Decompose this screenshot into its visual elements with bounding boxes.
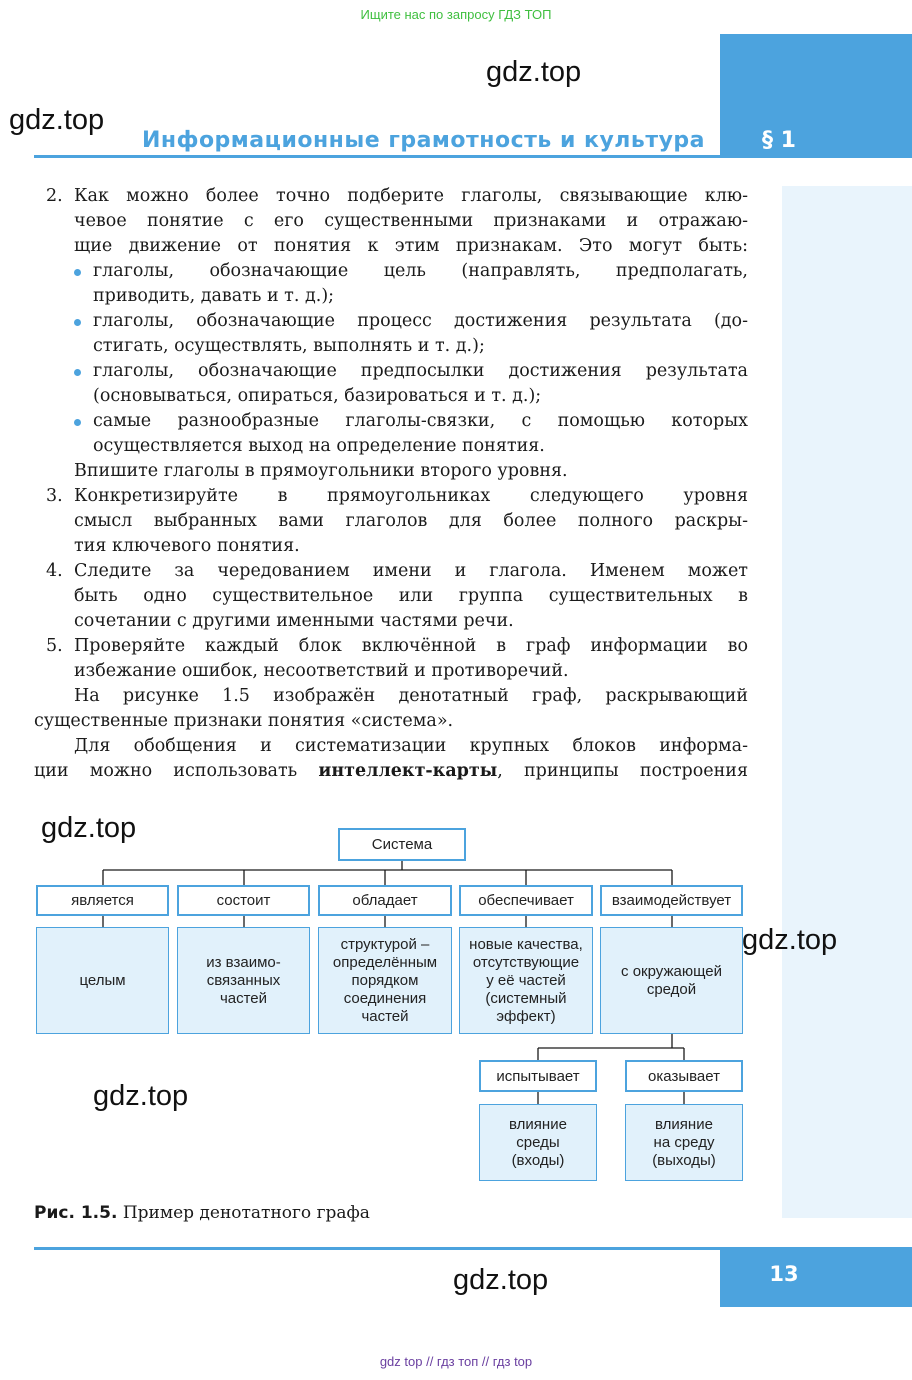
node-text-line: частей [219, 989, 268, 1007]
text-line-content: Проверяйте каждый блок включённой в граф информации во [74, 636, 748, 656]
text-line-content: чевое понятие с его существенными признаками и отражаю- [74, 211, 748, 231]
text-line [34, 184, 748, 209]
text-line [34, 234, 748, 259]
text-line [34, 634, 748, 659]
text-line-content: Для обобщения и систематизации крупных блоков информа- [74, 736, 748, 756]
text-line-content: смысл выбранных вами глаголов для более полного раскры- [74, 511, 748, 531]
watermark: gdz.top [742, 924, 838, 956]
node-text-line: порядком [351, 971, 419, 989]
bullet-icon [74, 319, 81, 326]
text-line-content [34, 759, 748, 784]
text-line [34, 309, 748, 334]
item-number: 5. [46, 636, 63, 656]
text-line-content: тия ключевого понятия. [74, 536, 300, 556]
section-number: § 1 [762, 128, 796, 153]
text-line [34, 434, 748, 459]
node-text-line: отсутствующие [472, 953, 580, 971]
graph-subverb-node: испытывает [479, 1060, 597, 1092]
graph-value-node [318, 927, 452, 1034]
text-line-content: глаголы, обозначающие цель (направлять, предполагать, [93, 261, 748, 281]
node-text-line: среды [516, 1133, 560, 1151]
text-line [34, 484, 748, 509]
node-text-line: (системный [485, 989, 567, 1007]
text-line [34, 459, 748, 484]
text-line [34, 684, 748, 709]
node-text-line: влияние [655, 1115, 713, 1133]
text-line [34, 709, 748, 734]
text-line-content: глаголы, обозначающие предпосылки достижения результата [93, 361, 748, 381]
text-line-content: Впишите глаголы в прямоугольники второго уровня. [74, 461, 568, 481]
graph-subvalue-node [625, 1104, 743, 1181]
node-text-line: на среду [653, 1133, 715, 1151]
bullet-icon [74, 369, 81, 376]
text-line-content: глаголы, обозначающие процесс достижения результата (до- [93, 311, 748, 331]
watermark: gdz.top [9, 104, 105, 136]
text-line-content: Следите за чередованием имени и глагола. Именем может [74, 561, 748, 581]
text-fragment: , принципы построения [497, 761, 748, 781]
text-line-content: избежание ошибок, несоответствий и противоречий. [74, 661, 569, 681]
graph-root-node: Система [338, 828, 466, 861]
node-text-line: эффект) [496, 1007, 556, 1025]
figure-caption-label: Рис. 1.5. [34, 1203, 118, 1223]
bold-term: интеллект-карты [318, 761, 498, 781]
item-number: 3. [46, 486, 63, 506]
text-line-content: стигать, осуществлять, выполнять и т. д.); [93, 336, 485, 356]
page-number: 13 [769, 1262, 799, 1286]
text-line [34, 209, 748, 234]
text-line [34, 384, 748, 409]
text-line-content: осуществляется выход на определение понятия. [93, 436, 545, 456]
watermark: gdz.top [93, 1080, 189, 1112]
node-text-line: (входы) [511, 1151, 565, 1169]
node-text-line: структурой – [340, 935, 430, 953]
text-line-content: приводить, давать и т. д.); [93, 286, 335, 306]
node-text-line: соединения [343, 989, 427, 1007]
text-line [34, 609, 748, 634]
graph-subverb-node: оказывает [625, 1060, 743, 1092]
text-line-content: щие движение от понятия к этим признакам. Это могут быть: [74, 236, 748, 256]
text-line-content: Как можно более точно подберите глаголы, связывающие клю- [74, 186, 748, 206]
margin-band [782, 186, 912, 1218]
bottom-links[interactable]: gdz top // гдз топ // гдз top [379, 1354, 533, 1369]
bullet-icon [74, 419, 81, 426]
graph-value-node [459, 927, 593, 1034]
watermark: gdz.top [486, 56, 582, 88]
text-line [34, 359, 748, 384]
text-line [34, 334, 748, 359]
graph-subvalue-node [479, 1104, 597, 1181]
text-line-content: сочетании с другими именными частями речи. [74, 611, 514, 631]
text-line [34, 584, 748, 609]
node-text-line: новые качества, [469, 935, 583, 953]
item-number: 4. [46, 561, 63, 581]
graph-verb-node: обладает [318, 885, 452, 916]
node-text-line: у её частей [486, 971, 566, 989]
text-line [34, 534, 748, 559]
text-line-content: быть одно существительное или группа существительных в [74, 586, 748, 606]
text-line [34, 409, 748, 434]
text-line [34, 259, 748, 284]
node-text-line: связанных [206, 971, 281, 989]
text-fragment: ции можно использовать [34, 761, 298, 781]
text-line [34, 734, 748, 759]
node-text-line: определённым [332, 953, 438, 971]
node-text-line: частей [361, 1007, 409, 1025]
graph-value-node [177, 927, 310, 1034]
body-text [34, 184, 748, 784]
header-rule [34, 155, 912, 158]
watermark: gdz.top [453, 1264, 549, 1296]
watermark: gdz.top [41, 812, 137, 844]
node-text-line: средой [646, 980, 697, 998]
text-line [34, 559, 748, 584]
graph-verb-node: обеспечивает [459, 885, 593, 916]
header-accent-block [720, 34, 912, 157]
node-text-line: целым [79, 971, 126, 989]
graph-value-node [600, 927, 743, 1034]
graph-verb-node: состоит [177, 885, 310, 916]
chapter-title: Информационные грамотность и культура [142, 128, 706, 153]
text-line [34, 759, 748, 784]
text-line-content: Конкретизируйте в прямоугольниках следующего уровня [74, 486, 748, 506]
text-line [34, 509, 748, 534]
top-banner[interactable]: Ищите нас по запросу ГДЗ ТОП [360, 7, 552, 22]
graph-value-node [36, 927, 169, 1034]
text-line-content: самые разнообразные глаголы-связки, с помощью которых [93, 411, 748, 431]
figure-caption-text: Пример денотатного графа [122, 1203, 370, 1223]
bullet-icon [74, 269, 81, 276]
figure-caption [34, 1203, 370, 1223]
graph-verb-node: взаимодействует [600, 885, 743, 916]
node-text-line: из взаимо- [206, 953, 281, 971]
graph-verb-node: является [36, 885, 169, 916]
node-text-line: влияние [509, 1115, 567, 1133]
text-line [34, 284, 748, 309]
text-line-content: На рисунке 1.5 изображён денотатный граф, раскрывающий [74, 686, 748, 706]
node-text-line: (выходы) [652, 1151, 716, 1169]
node-text-line: с окружающей [621, 962, 722, 980]
item-number: 2. [46, 186, 63, 206]
text-line-content: (основываться, опираться, базироваться и т. д.); [93, 386, 542, 406]
text-line-content: существенные признаки понятия «система». [34, 711, 454, 731]
text-line [34, 659, 748, 684]
